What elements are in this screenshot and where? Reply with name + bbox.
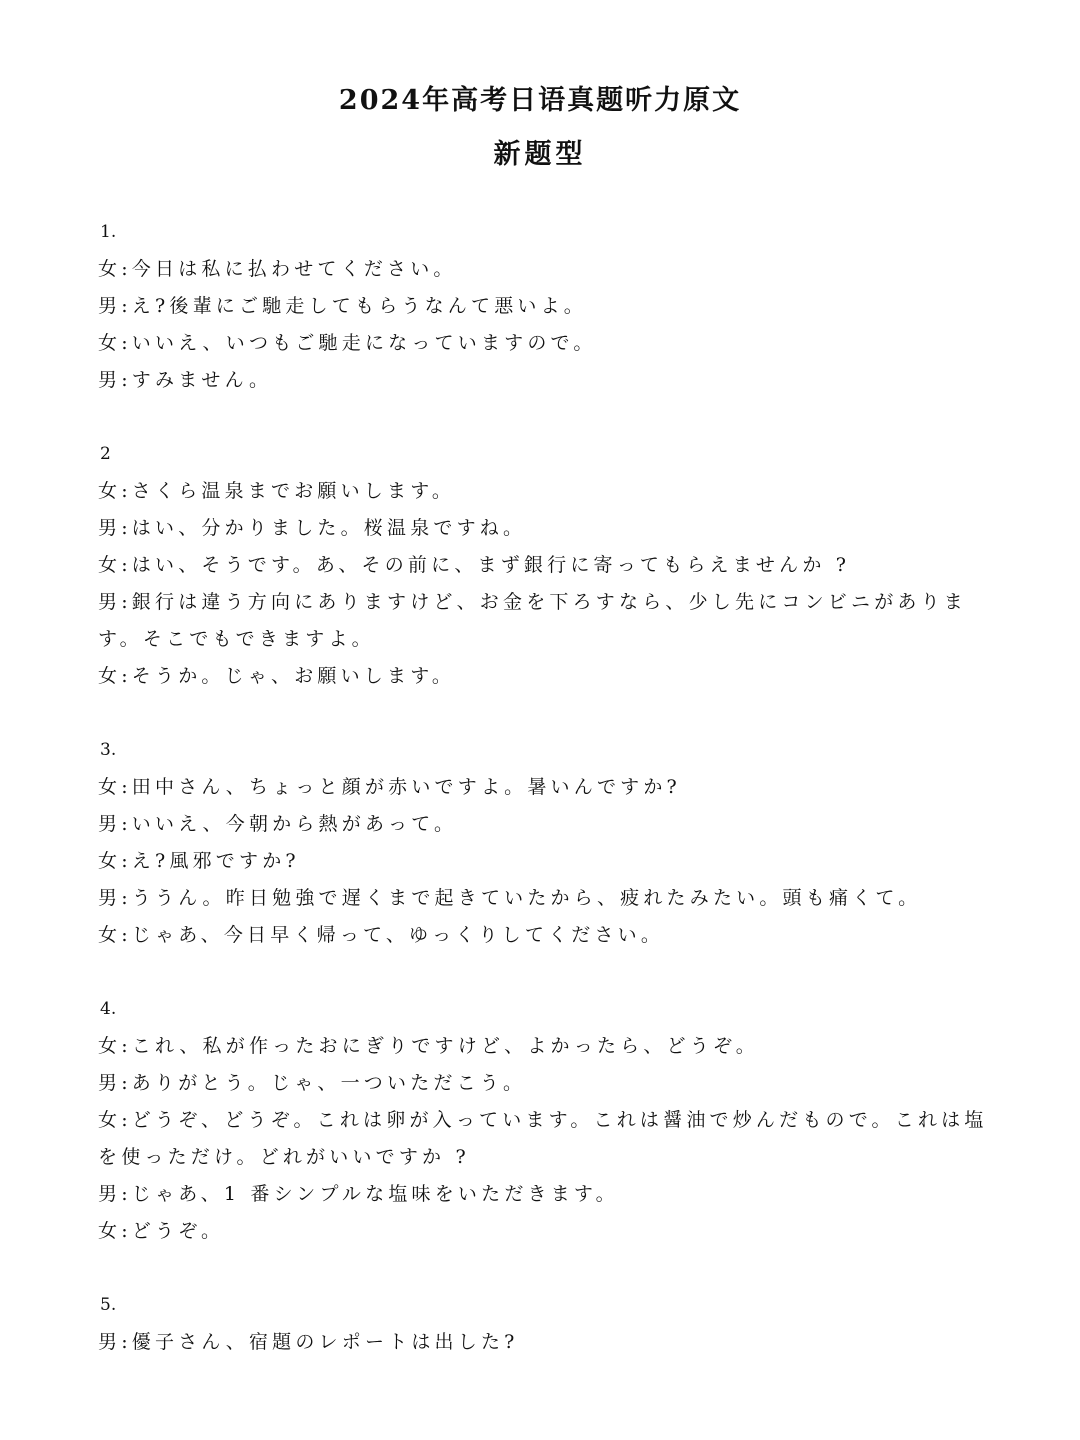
dialogue-line: 女:どうぞ、どうぞ。これは卵が入っています。これは醤油で炒んだもので。これは塩を使っただけ。どれがいいですか ? — [98, 1109, 988, 1168]
section-number: 3. — [100, 740, 117, 760]
section-number: 4. — [100, 999, 117, 1019]
dialogue-line: 女:さくら温泉までお願いします。 — [98, 480, 456, 502]
section-spacer — [98, 1250, 988, 1287]
dialogue-section — [98, 436, 988, 695]
dialogue-content — [98, 214, 988, 1361]
dialogue-line: 女:じゃあ、今日早く帰って、ゆっくりしてください。 — [98, 924, 665, 946]
dialogue-section — [98, 991, 988, 1250]
dialogue-section — [98, 1287, 988, 1361]
dialogue-line: 男:ありがとう。じゃ、一ついただこう。 — [98, 1072, 527, 1094]
dialogue-line: 女:今日は私に払わせてください。 — [98, 258, 457, 280]
dialogue-line: 女:どうぞ。 — [98, 1220, 225, 1242]
dialogue-line: 男:え?後輩にご馳走してもらうなんて悪いよ。 — [98, 295, 587, 317]
dialogue-line: 女:田中さん、ちょっと顔が赤いですよ。暑いんですか? — [98, 776, 681, 798]
dialogue-line: 女:いいえ、いつもご馳走になっていますので。 — [98, 332, 597, 354]
section-number: 1. — [100, 222, 117, 242]
dialogue-line: 男:優子さん、宿題のレポートは出した? — [98, 1331, 519, 1353]
dialogue-line: 女:え?風邪ですか? — [98, 850, 300, 872]
dialogue-line: 男:すみません。 — [98, 369, 273, 391]
dialogue-line: 男:ううん。昨日勉強で遅くまで起きていたから、疲れたみたい。頭も痛くて。 — [98, 887, 922, 909]
dialogue-line: 男:じゃあ、1 番シンプルな塩味をいただきます。 — [98, 1183, 619, 1205]
dialogue-line: 女:はい、そうです。あ、その前に、まず銀行に寄ってもらえませんか ? — [98, 554, 851, 576]
dialogue-line: 男:銀行は違う方向にありますけど、お金を下ろすなら、少し先にコンビニがあります。そこでもできますよ。 — [98, 591, 968, 650]
dialogue-section — [98, 732, 988, 954]
dialogue-line: 男:はい、分かりました。桜温泉ですね。 — [98, 517, 527, 539]
section-spacer — [98, 399, 988, 436]
section-spacer — [98, 695, 988, 732]
dialogue-line: 女:これ、私が作ったおにぎりですけど、よかったら、どうぞ。 — [98, 1035, 759, 1057]
dialogue-line: 男:いいえ、今朝から熱があって。 — [98, 813, 458, 835]
dialogue-line: 女:そうか。じゃ、お願いします。 — [98, 665, 456, 687]
section-number: 2 — [100, 444, 111, 464]
section-number: 5. — [100, 1295, 117, 1315]
section-spacer — [98, 954, 988, 991]
dialogue-section — [98, 214, 988, 399]
document-title: 2024年高考日语真题听力原文 — [338, 85, 742, 116]
document-subtitle: 新题型 — [493, 139, 587, 170]
